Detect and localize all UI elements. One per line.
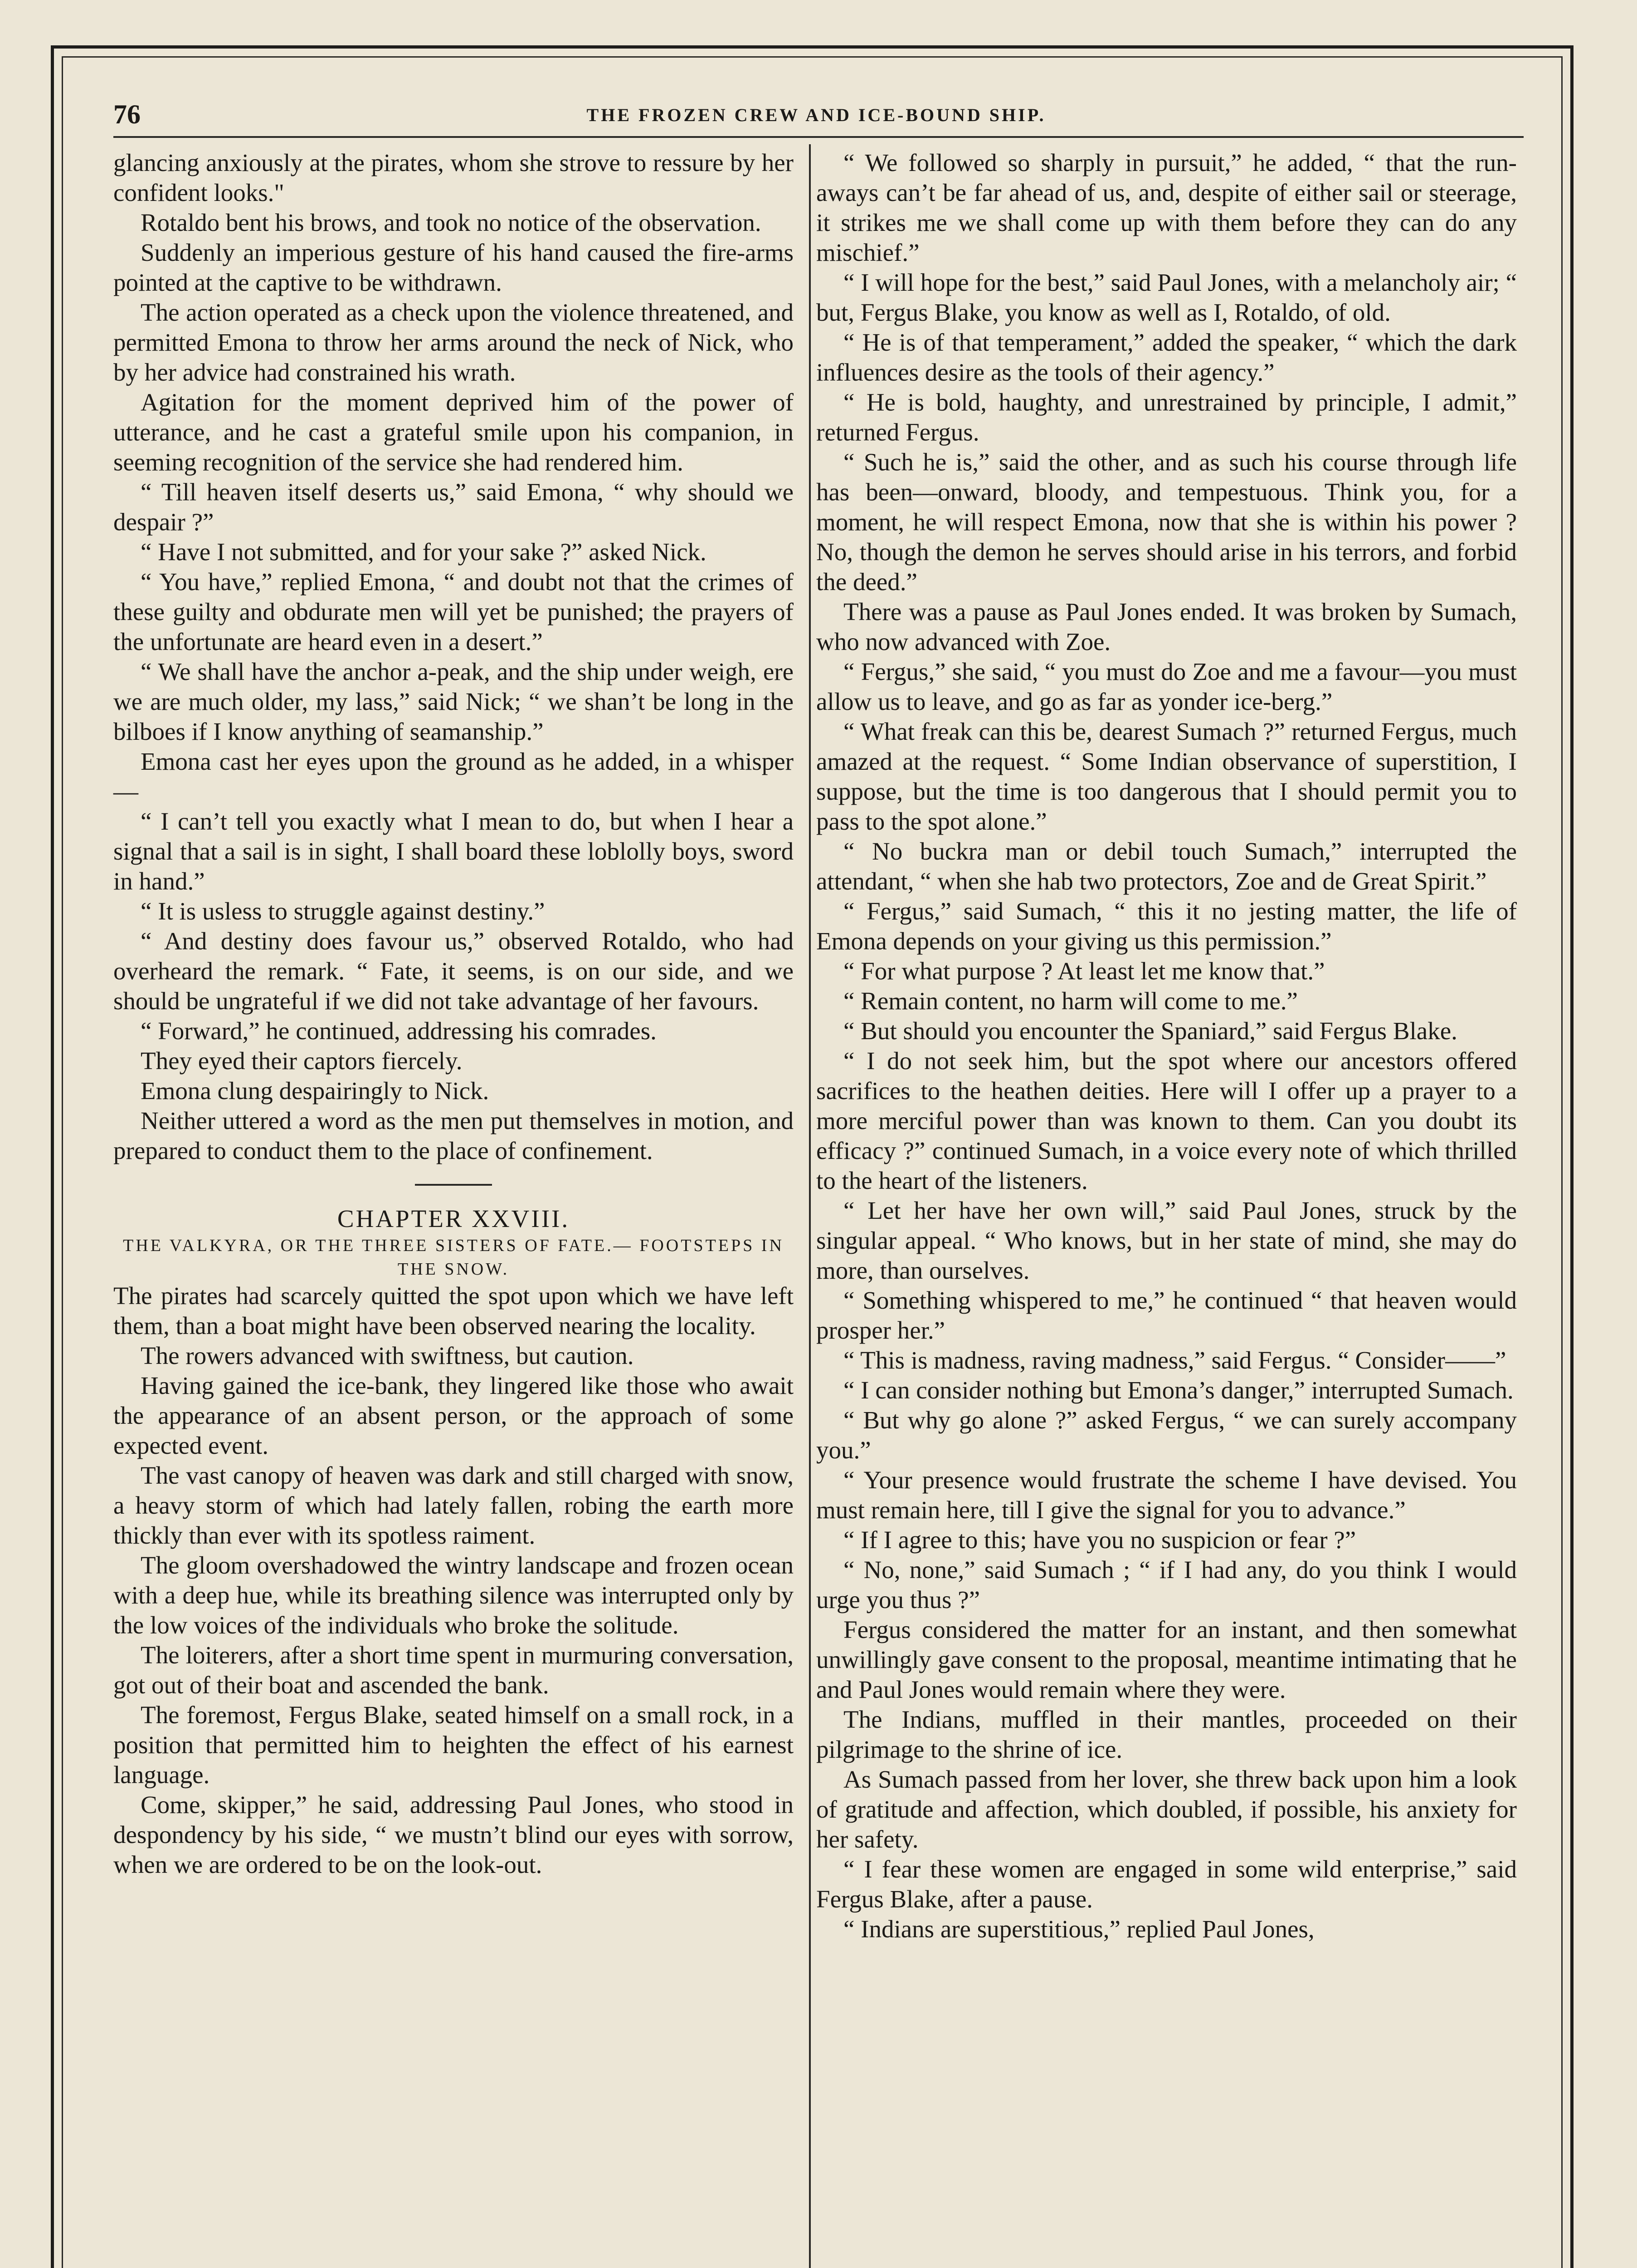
paragraph: “ If I agree to this; have you no suspicion or fear ?” — [843, 1526, 1356, 1554]
paragraph: The foremost, Fergus Blake, seated himself on a small rock, in a position that permitted him to heighten the effect of his earnest language. — [113, 1701, 794, 1789]
paragraph: Suddenly an imperious gesture of his hand caused the fire-arms pointed at the captive to be withdrawn. — [113, 239, 794, 296]
paragraph: The Indians, muffled in their mantles, proceeded on their pilgrimage to the shrine of ice. — [816, 1706, 1517, 1763]
running-title: THE FROZEN CREW AND ICE-BOUND SHIP. — [586, 105, 1046, 125]
paragraph: “ No, none,” said Sumach ; “ if I had any, do you think I would urge you thus ?” — [816, 1556, 1517, 1613]
paragraph: “ Have I not submitted, and for your sake ?” asked Nick. — [141, 538, 706, 566]
paragraph: glancing anxiously at the pirates, whom she strove to ressure by her confident looks." — [113, 149, 794, 206]
paragraph: “ For what purpose ? At least let me know that.” — [843, 957, 1325, 985]
page-header — [113, 99, 1519, 131]
paragraph: “ This is madness, raving madness,” said Fergus. “ Consider——” — [843, 1346, 1506, 1374]
paragraph: “ Till heaven itself deserts us,” said Emona, “ why should we despair ?” — [113, 478, 794, 536]
paragraph: They eyed their captors fiercely. — [141, 1047, 463, 1075]
paragraph: “ Indians are superstitious,” replied Paul Jones, — [843, 1915, 1315, 1943]
paragraph: “ And destiny does favour us,” observed Rotaldo, who had overheard the remark. “ Fate, it seems, is on our side, and we should be ungrateful if we did not take advantage of her favours. — [113, 927, 794, 1015]
paragraph: “ Forward,” he continued, addressing his comrades. — [141, 1017, 657, 1045]
paragraph: “ I can consider nothing but Emona’s danger,” interrupted Sumach. — [843, 1376, 1514, 1404]
paragraph: “ Such he is,” said the other, and as such his course through life has been—onward, bloody, and tempestuous. Think you, for a moment, he will respect Emona, now that she is within his power ? No, though the demon he serves should arise in his terrors, and forbid the deed.” — [816, 448, 1517, 596]
paragraph: “ Let her have her own will,” said Paul Jones, struck by the singular appeal. “ Who knows, but in her state of mind, she may do more, than ourselves. — [816, 1197, 1517, 1284]
paragraph: “ But should you encounter the Spaniard,” said Fergus Blake. — [843, 1017, 1457, 1045]
paragraph: Emona cast her eyes upon the ground as he added, in a whisper— — [113, 748, 794, 805]
left-column-text-after — [113, 1281, 794, 1880]
paragraph: “ I can’t tell you exactly what I mean to do, but when I hear a signal that a sail is in sight, I shall board these loblolly boys, sword in hand.” — [113, 807, 794, 895]
paragraph: “ I fear these women are engaged in some wild enterprise,” said Fergus Blake, after a pause. — [816, 1855, 1517, 1913]
paragraph: The loiterers, after a short time spent in murmuring conversation, got out of their boat and ascended the bank. — [113, 1641, 794, 1699]
paragraph: “ Remain content, no harm will come to me.” — [843, 987, 1298, 1015]
paragraph: Fergus considered the matter for an instant, and then somewhat unwillingly gave consent to the proposal, meantime intimating that he and Paul Jones would remain where they were. — [816, 1616, 1517, 1703]
paragraph: “ We shall have the anchor a-peak, and the ship under weigh, ere we are much older, my lass,” said Nick; “ we shan’t be long in the bilboes if I know anything of seamanship.” — [113, 658, 794, 745]
paragraph: The action operated as a check upon the violence threatened, and permitted Emona to throw her arms around the neck of Nick, who by her advice had constrained his wrath. — [113, 298, 794, 386]
paragraph: “ He is bold, haughty, and unrestrained by principle, I admit,” returned Fergus. — [816, 388, 1517, 446]
header-rule — [113, 136, 1524, 138]
paragraph: “ Fergus,” said Sumach, “ this it no jesting matter, the life of Emona depends on your giving us this permission.” — [816, 897, 1517, 955]
paragraph: Having gained the ice-bank, they lingered like those who await the appearance of an absent person, or the approach of some expected event. — [113, 1372, 794, 1459]
right-column — [816, 148, 1517, 1944]
chapter-title: CHAPTER XXVIII. — [337, 1205, 570, 1232]
paragraph: As Sumach passed from her lover, she threw back upon him a look of gratitude and affection, which doubled, if possible, his anxiety for her safety. — [816, 1765, 1517, 1853]
paragraph: “ What freak can this be, dearest Sumach ?” returned Fergus, much amazed at the request. “ Some Indian observance of superstition, I suppose, but the time is too dangerous that I should permit you to pass to the spot alone.” — [816, 718, 1517, 835]
paragraph: There was a pause as Paul Jones ended. It was broken by Sumach, who now advanced with Zoe. — [816, 598, 1517, 655]
paragraph: “ He is of that temperament,” added the speaker, “ which the dark influences desire as the tools of their agency.” — [816, 328, 1517, 386]
paragraph: Rotaldo bent his brows, and took no notice of the observation. — [141, 209, 761, 236]
paragraph: “ You have,” replied Emona, “ and doubt not that the crimes of these guilty and obdurate men will yet be punished; the prayers of the unfortunate are heard even in a desert.” — [113, 568, 794, 655]
paragraph: “ Your presence would frustrate the scheme I have devised. You must remain here, till I give the signal for you to advance.” — [816, 1466, 1517, 1524]
paragraph: The gloom overshadowed the wintry landscape and frozen ocean with a deep hue, while its breathing silence was interrupted only by the low voices of the individuals who broke the solitude. — [113, 1551, 794, 1639]
paragraph: The rowers advanced with swiftness, but caution. — [141, 1342, 634, 1369]
paragraph: “ But why go alone ?” asked Fergus, “ we can surely accompany you.” — [816, 1406, 1517, 1464]
left-column-text-before — [113, 148, 794, 1166]
paragraph: The vast canopy of heaven was dark and still charged with snow, a heavy storm of which had lately fallen, robing the earth more thickly than ever with its spotless raiment. — [113, 1461, 794, 1549]
paragraph: Emona clung despairingly to Nick. — [141, 1077, 489, 1105]
chapter-subtitle: THE VALKYRA, OR THE THREE SISTERS OF FATE.— FOOTSTEPS IN THE SNOW. — [123, 1236, 784, 1279]
paragraph: Come, skipper,” he said, addressing Paul Jones, who stood in despondency by his side, “ we mustn’t blind our eyes with sorrow, when we are ordered to be on the look-out. — [113, 1791, 794, 1878]
paragraph: Agitation for the moment deprived him of the power of utterance, and he cast a grateful smile upon his companion, in seeming recognition of the service she had rendered him. — [113, 388, 794, 476]
section-divider — [415, 1184, 492, 1186]
column-divider — [809, 144, 811, 2268]
paragraph: The pirates had scarcely quitted the spot upon which we have left them, than a boat might have been observed nearing the locality. — [113, 1282, 794, 1339]
paragraph: “ I do not seek him, but the spot where our ancestors offered sacrifices to the heathen deities. Here will I offer up a prayer to a more merciful power than was known to them. Can you doubt its efficacy ?” continued Sumach, in a voice every note of which thrilled to the heart of the listeners. — [816, 1047, 1517, 1194]
paragraph: “ Fergus,” she said, “ you must do Zoe and me a favour—you must allow us to leave, and go as far as yonder ice-berg.” — [816, 658, 1517, 715]
paragraph: “ It is usless to struggle against destiny.” — [141, 897, 545, 925]
page-number: 76 — [113, 99, 141, 129]
right-column-text — [816, 148, 1517, 1944]
paragraph: “ We followed so sharply in pursuit,” he added, “ that the run-aways can’t be far ahead of us, and, despite of either sail or steerage, it strikes me we shall come up with them before they can do any mischief.” — [816, 149, 1517, 266]
paragraph: “ No buckra man or debil touch Sumach,” interrupted the attendant, “ when she hab two protectors, Zoe and de Great Spirit.” — [816, 837, 1517, 895]
paragraph: “ Something whispered to me,” he continued “ that heaven would prosper her.” — [816, 1286, 1517, 1344]
paragraph: “ I will hope for the best,” said Paul Jones, with a melancholy air; “ but, Fergus Blake, you know as well as I, Rotaldo, of old. — [816, 269, 1517, 326]
left-column — [113, 148, 794, 1880]
paragraph: Neither uttered a word as the men put themselves in motion, and prepared to conduct them to the place of confinement. — [113, 1107, 794, 1164]
